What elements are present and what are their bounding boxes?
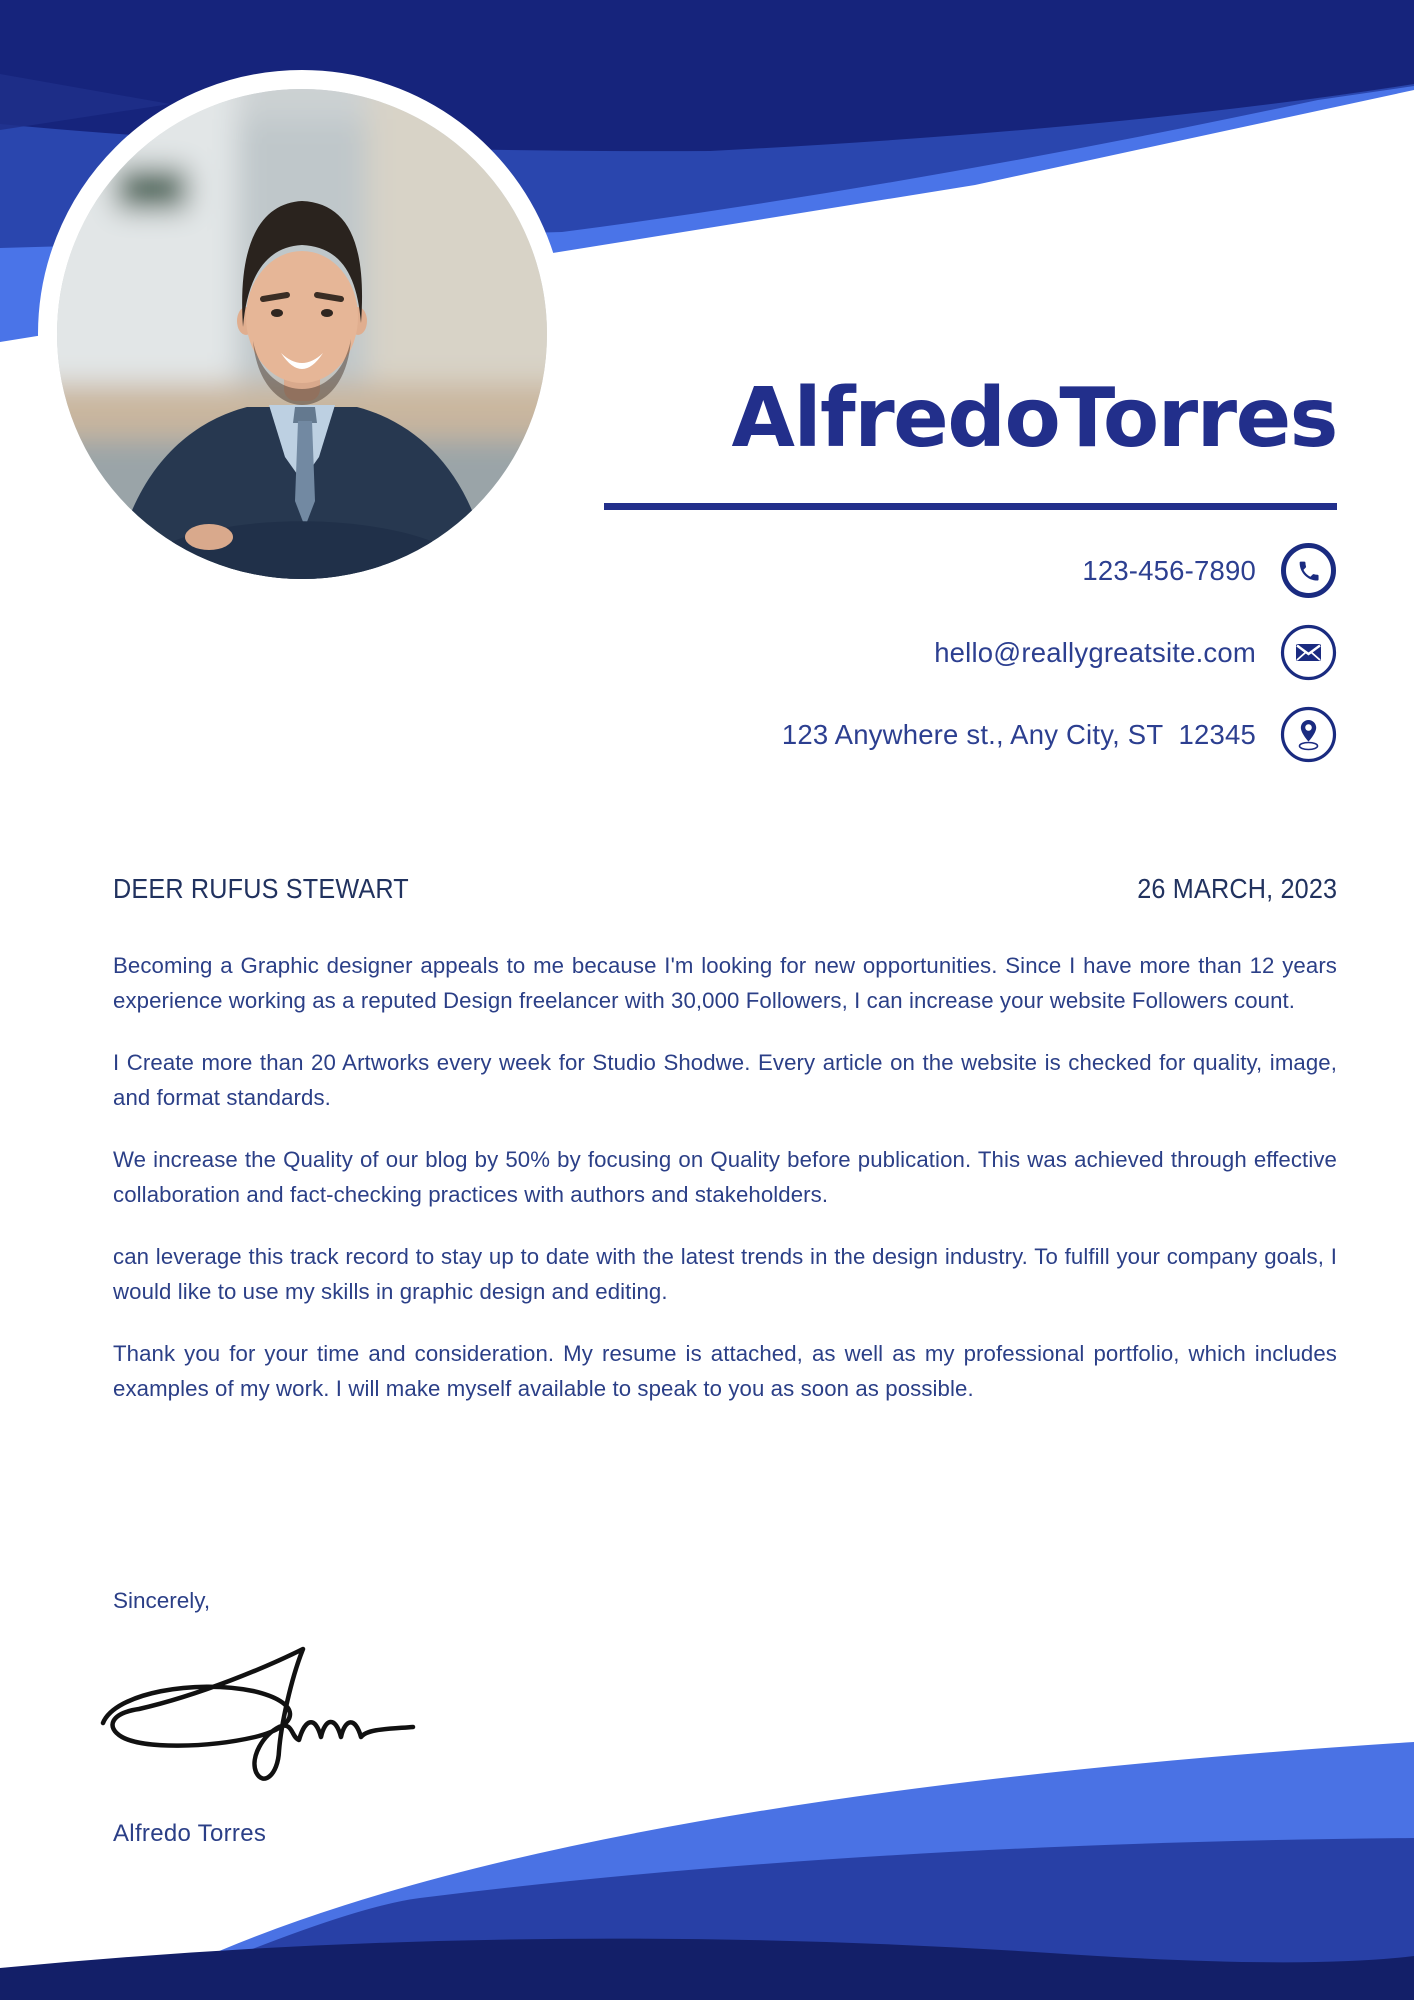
phone-number: 123-456-7890 [1082,554,1256,586]
location-pin-icon [1280,706,1337,763]
footer-wave-decoration [0,1738,1414,2000]
greeting-row [113,873,1337,905]
paragraph-2: I Create more than 20 Artworks every week for Studio Shodwe. Every article on the website is checked for quality, image, and format standards. [113,1050,1337,1110]
name-underline [604,503,1337,510]
contact-row-address [782,706,1337,763]
paragraph-1: Becoming a Graphic designer appeals to me because I'm looking for new opportunities. Since I have more than 12 years experience working as a reputed Design freelancer with 30,000 Followers, I can increase your website Followers count. [113,953,1337,1013]
envelope-icon [1280,624,1337,681]
paragraph-5: Thank you for your time and consideration. My resume is attached, as well as my professional portfolio, which includes examples of my work. I will make myself available to speak to you as soon as possible. [113,1341,1337,1401]
letter-body [113,948,1337,1433]
paragraph-4: can leverage this track record to stay up to date with the latest trends in the design industry. To fulfill your company goals, I would like to use my skills in graphic design and editing. [113,1244,1337,1304]
email-address: hello@reallygreatsite.com [934,636,1256,668]
paragraph-3: We increase the Quality of our blog by 50% by focusing on Quality before publication. This was achieved through effective collaboration and fact-checking practices with authors and stakeholders. [113,1147,1337,1207]
contact-row-email [782,624,1337,681]
street-address: 123 Anywhere st., Any City, ST 12345 [781,718,1256,750]
profile-photo [38,70,566,598]
page-title-name: AlfredoTorres [731,371,1337,466]
contact-row-phone [782,542,1337,599]
phone-icon [1280,542,1337,599]
signature-name: Alfredo Torres [113,1820,267,1847]
closing-salutation: Sincerely, [113,1588,211,1613]
recipient-name: DEER RUFUS STEWART [113,873,409,904]
contact-info [782,542,1337,788]
letter-date: 26 MARCH, 2023 [1136,873,1337,904]
